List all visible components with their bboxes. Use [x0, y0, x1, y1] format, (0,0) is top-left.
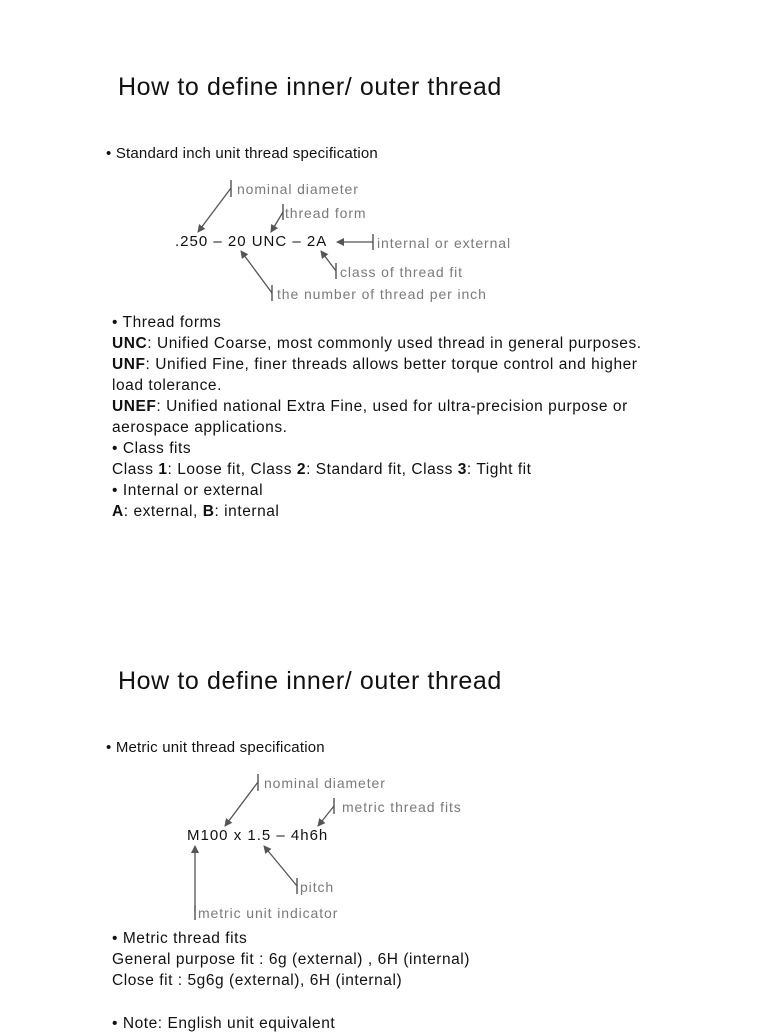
slide2-body [112, 928, 470, 991]
a-desc: : external, [123, 503, 203, 520]
slide2-subtitle: • Metric unit thread specification [106, 739, 325, 756]
class2-num: 2 [296, 461, 307, 478]
metric-nominal-arrow [225, 782, 258, 826]
unf-line [112, 354, 642, 375]
slide1-subtitle: • Standard inch unit thread specification [106, 145, 378, 162]
class-fits-bullet: • Class fits [112, 440, 192, 457]
class2-desc: : Standard fit, Class [306, 461, 458, 478]
unc-term: UNC [112, 335, 148, 352]
slide2-title: How to define inner/ outer thread [118, 667, 502, 695]
close-fit-line: Close fit : 5g6g (external), 6H (internal) [112, 972, 403, 989]
unc-desc: : Unified Coarse, most commonly used thread in general purposes. [147, 335, 642, 352]
label-metric-fits: metric thread fits [342, 799, 462, 815]
inch-thread-spec: .250 – 20 UNC – 2A [175, 233, 328, 250]
class1-num: 1 [158, 461, 168, 478]
label-metric-nominal: nominal diameter [264, 775, 386, 791]
metric-fits-bullet: • Metric thread fits [112, 930, 248, 947]
class3-num: 3 [457, 461, 467, 478]
note-bullet: • Note: English unit equivalent [112, 1015, 336, 1032]
label-threads-per-inch: the number of thread per inch [277, 286, 487, 302]
a-b-line [112, 501, 642, 522]
label-metric-indicator: metric unit indicator [198, 905, 339, 921]
unf-desc: : Unified Fine, finer threads allows better torque control and higher [145, 356, 638, 373]
label-class-fit: class of thread fit [340, 264, 463, 280]
threads-per-inch-arrow [241, 251, 272, 293]
unef-line [112, 396, 642, 417]
int-ext-bullet: • Internal or external [112, 482, 264, 499]
label-internal-external: internal or external [377, 235, 511, 251]
b-term: B [202, 503, 215, 520]
thread-forms-bullet: • Thread forms [112, 314, 222, 331]
class3-desc: : Tight fit [466, 461, 532, 478]
unc-line [112, 333, 642, 354]
label-thread-form: thread form [285, 205, 367, 221]
thread-form-arrow [271, 212, 283, 232]
class-prefix: Class [112, 461, 159, 478]
label-pitch: pitch [300, 879, 335, 895]
unf-line-2: load tolerance. [112, 377, 222, 394]
unf-term: UNF [112, 356, 146, 373]
pitch-arrow [264, 846, 297, 886]
a-term: A [112, 503, 124, 520]
b-desc: : internal [214, 503, 280, 520]
general-fit-line: General purpose fit : 6g (external) , 6H (internal) [112, 951, 471, 968]
nominal-diameter-arrow [198, 188, 231, 232]
unef-desc: : Unified national Extra Fine, used for ultra-precision purpose or [156, 398, 628, 415]
slide1-title: How to define inner/ outer thread [118, 73, 502, 101]
class1-desc: : Loose fit, Class [167, 461, 297, 478]
unef-line-2: aerospace applications. [112, 419, 288, 436]
label-nominal-diameter: nominal diameter [237, 181, 359, 197]
metric-thread-spec: M100 x 1.5 – 4h6h [187, 827, 329, 844]
metric-fits-arrow [318, 806, 334, 826]
unef-term: UNEF [112, 398, 157, 415]
slide1-body [112, 312, 642, 522]
class-fit-arrow [321, 251, 336, 271]
class-fits-line [112, 459, 642, 480]
